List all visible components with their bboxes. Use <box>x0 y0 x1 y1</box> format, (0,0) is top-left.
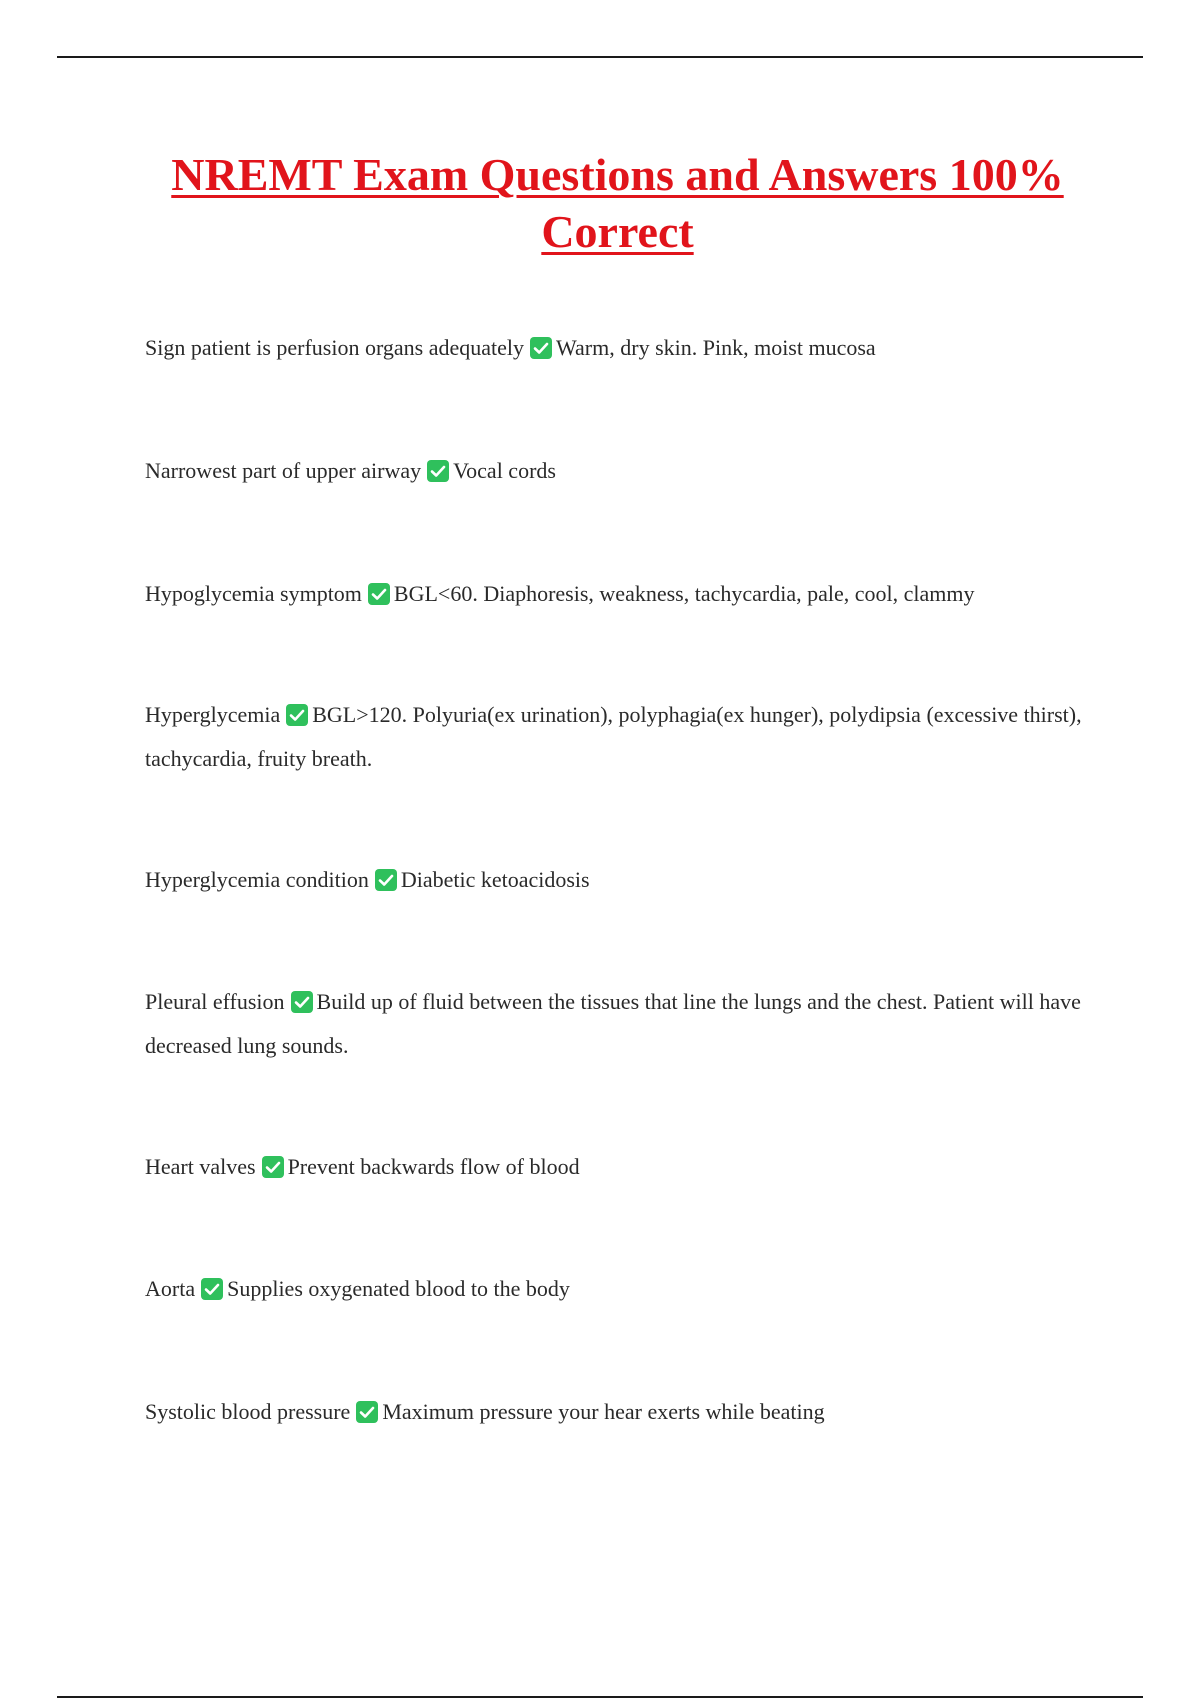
check-mark-icon <box>530 337 552 359</box>
qa-item-5 <box>145 858 1090 902</box>
question-text: Hyperglycemia <box>145 702 281 727</box>
qa-item-2 <box>145 449 1090 493</box>
answer-text: Build up of fluid between the tissues that line the lungs and the chest. Patient will have decreased lung sounds. <box>145 989 1081 1058</box>
qa-item-8 <box>145 1267 1090 1311</box>
bottom-rule <box>57 1696 1143 1698</box>
question-text: Systolic blood pressure <box>145 1399 351 1424</box>
question-text: Pleural effusion <box>145 989 285 1014</box>
question-text: Heart valves <box>145 1154 256 1179</box>
answer-text: Vocal cords <box>453 458 556 483</box>
qa-item-4 <box>145 693 1090 781</box>
check-mark-icon <box>368 583 390 605</box>
check-mark-icon <box>286 704 308 726</box>
question-text: Narrowest part of upper airway <box>145 458 422 483</box>
check-mark-icon <box>427 460 449 482</box>
check-mark-icon <box>375 869 397 891</box>
answer-text: Supplies oxygenated blood to the body <box>227 1276 570 1301</box>
top-rule <box>57 56 1143 58</box>
question-text: Aorta <box>145 1276 196 1301</box>
check-mark-icon <box>201 1278 223 1300</box>
answer-text: Warm, dry skin. Pink, moist mucosa <box>556 335 876 360</box>
question-text: Hypoglycemia symptom <box>145 581 362 606</box>
qa-item-1 <box>145 326 1090 370</box>
qa-item-7 <box>145 1145 1090 1189</box>
answer-text: Maximum pressure your hear exerts while beating <box>382 1399 825 1424</box>
answer-text: Prevent backwards flow of blood <box>287 1154 580 1179</box>
qa-item-9 <box>145 1390 1090 1434</box>
answer-text: BGL>120. Polyuria(ex urination), polyphagia(ex hunger), polydipsia (excessive thirst), tachycardia, fruity breath. <box>145 702 1082 771</box>
check-mark-icon <box>356 1401 378 1423</box>
answer-text: BGL<60. Diaphoresis, weakness, tachycardia, pale, cool, clammy <box>393 581 975 606</box>
qa-item-6 <box>145 980 1090 1068</box>
check-mark-icon <box>291 991 313 1013</box>
check-mark-icon <box>262 1156 284 1178</box>
answer-text: Diabetic ketoacidosis <box>400 867 590 892</box>
question-text: Sign patient is perfusion organs adequately <box>145 335 525 360</box>
qa-item-3 <box>145 572 1090 616</box>
page-title: NREMT Exam Questions and Answers 100% Correct <box>171 149 1064 257</box>
question-text: Hyperglycemia condition <box>145 867 369 892</box>
